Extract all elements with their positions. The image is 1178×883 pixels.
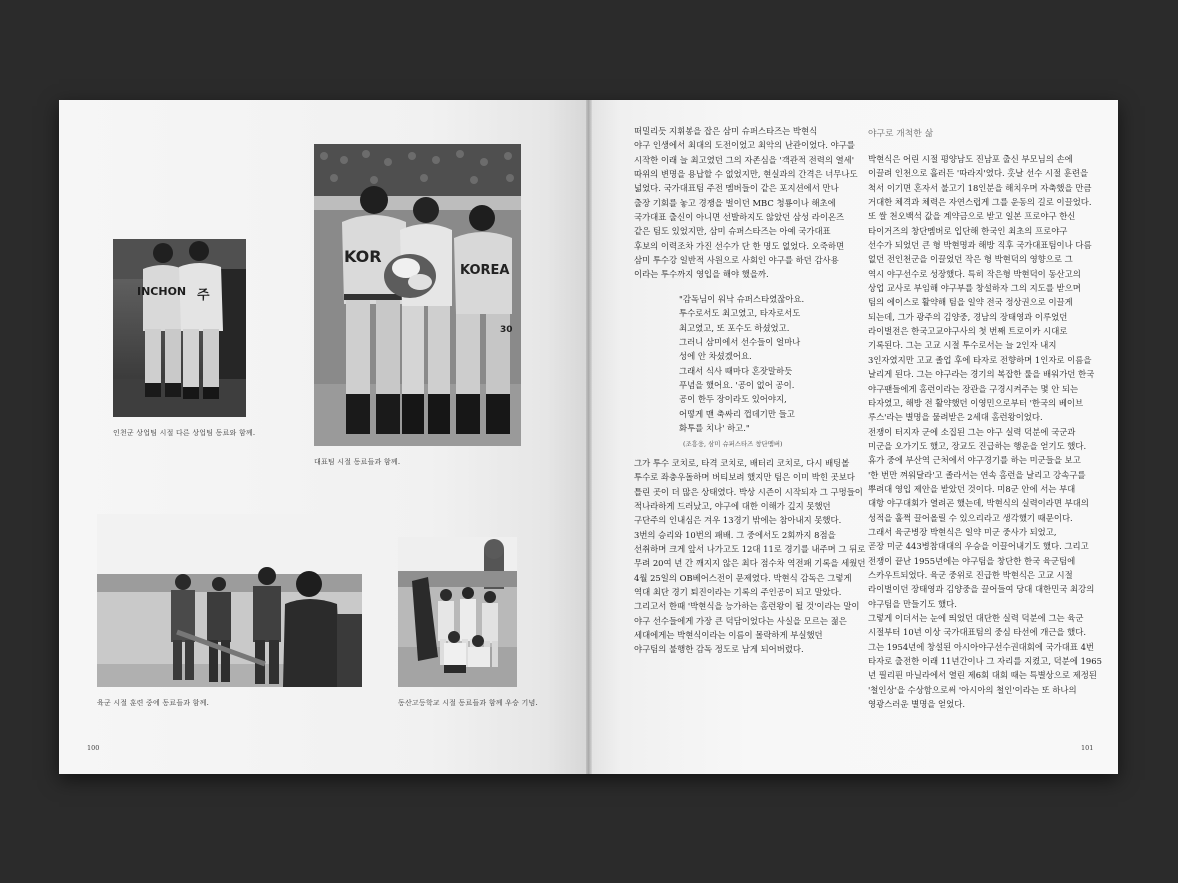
text-line: 전쟁이 터지자 군에 소집된 그는 야구 실력 덕분에 국군과: [868, 426, 1076, 437]
photo-caption: 동산고등학교 시절 동료들과 함께 우승 기념.: [398, 699, 538, 707]
quote-line: 그러니 삼미에서 선수들이 얼마나: [679, 337, 801, 348]
article-column-1-bottom: [634, 456, 865, 657]
text-line: 적나라하게 드러났고, 야구에 대한 이해가 깊지 못했던: [634, 501, 831, 512]
text-line: 출장 기회를 놓고 경쟁을 벌이던 MBC 청룡이나 해초에: [634, 197, 836, 208]
text-line: '한 번만 껴워달라'고 졸라서는 연속 홈런을 날리고 강속구를: [868, 469, 1086, 480]
text-line: 삼미 투수강 일반적 사원으로 사회인 야구를 하던 감사용: [634, 255, 839, 266]
text-line: 영광스러운 별명을 얻었다.: [868, 699, 965, 710]
spread-gutter: [586, 100, 592, 774]
text-line: 선수가 되었던 큰 형 박현명과 해방 직후 국가대표팀이나 다름: [868, 240, 1092, 251]
text-line: 타이거즈의 창단멤버로 입단해 한국인 최초의 프로야구: [868, 225, 1068, 236]
text-line: 시절부터 10년 이상 국가대표팀의 중심 타선에 개근을 했다.: [868, 627, 1087, 638]
text-line: 미군을 오가기도 했고, 장교도 진급하는 행운을 얻기도 했다.: [868, 440, 1087, 451]
text-line: 넓었다. 국가대표팀 주전 멤버들이 같은 포지션에서 만나: [634, 183, 839, 194]
quote-line: 어떻게 맨 축싸리 껍데기만 들고: [679, 408, 795, 419]
text-line: 그래서 육군병장 박현식은 일약 미군 중사가 되었고,: [868, 526, 1057, 537]
text-line: 구단주의 인내심은 겨우 13경기 밖에는 참아내지 못했다.: [634, 515, 842, 526]
text-line: 이끌려 인천으로 흘러든 '따라지'였다. 홋날 선수 시절 훈련을: [868, 168, 1089, 179]
text-line: 이라는 투수까지 영입을 해야 했을까.: [634, 269, 769, 280]
jersey-text-incheon: INCHON: [137, 285, 187, 298]
text-line: 무려 20여 년 간 깨지지 않은 최다 점수차 역전패 기록을 세웠던: [634, 558, 866, 569]
text-line: '철인상'을 수상함으로써 '아시아의 철인'이라는 또 하나의: [868, 684, 1077, 695]
text-line: 같은 팀도 있었지만, 삼미 슈퍼스타즈는 아예 국가대표: [634, 226, 831, 237]
text-line: 야구 선수들에게 가장 큰 덕담이었다는 사실을 모르는 젊은: [634, 615, 847, 626]
text-line: 틀린 곳이 더 많은 상태였다. 박상 시즌이 시작되자 그 구멍들이: [634, 486, 863, 497]
article-column-1-top: [634, 124, 858, 282]
photo-caption: 육군 시절 훈련 중에 동료들과 함께.: [97, 699, 210, 707]
text-line: 역시 야구선수로 성장했다. 특히 작은형 박현덕이 동산고의: [868, 268, 1081, 279]
text-line: 선취하며 크게 앞서 나가고도 12대 11로 경기를 내주며 그 뒤로: [634, 544, 866, 555]
page-number-right: 101: [1081, 744, 1094, 752]
jersey-text-kor: KOR: [344, 247, 382, 266]
text-line: 팀의 에이스로 활약해 팀을 일약 전국 정상권으로 이끌게: [868, 297, 1073, 308]
text-line: 박현식은 어린 시절 평양남도 진남포 출신 부모님의 손에: [868, 154, 1073, 164]
section-heading: 야구로 개척한 삶: [868, 129, 934, 139]
text-line: 년 필리핀 마닐라에서 열린 제6회 대회 때는 특별상으로 제정된: [868, 670, 1097, 681]
text-line: 따위의 변명을 용납할 수 없었지만, 현실과의 간격은 너무나도: [634, 169, 858, 180]
quote-line: 푸념을 했어요. '공이 없어 공이.: [679, 380, 795, 391]
quote-line: 공이 한두 장이라도 있어야지,: [679, 394, 787, 405]
quote-line: 그래서 식사 때마다 혼잣말하듯: [679, 365, 793, 376]
quote-line: 투수로서도 최고였고, 타자로서도: [679, 308, 801, 319]
text-line: 루스'라는 별명을 물려받은 2세대 홈런왕이었다.: [868, 412, 1043, 423]
text-line: 없던 전인천군을 이끌었던 작은 형 박현덕의 영향으로 그: [868, 254, 1073, 265]
text-line: 타자로 출전한 이래 11년간이나 그 자리를 지켰고, 덕분에 1965: [868, 656, 1102, 667]
jersey-text-ju: 주: [197, 288, 210, 303]
text-line: 대항 야구대회가 열려곤 했는데, 박현식의 실력이라면 부대의: [868, 498, 1089, 509]
quote-line: 성에 안 차셨겠어요.: [679, 351, 752, 362]
magazine-spread: [59, 100, 1118, 774]
text-line: 투수로 좌충우돌하며 버티보려 했지만 팀은 이미 박힌 곳보다: [634, 472, 855, 483]
text-line: 4월 25일의 OB베어스전이 문제였다. 박현식 감독은 그렇게: [634, 572, 852, 583]
photo-incheon-teammates: [113, 239, 246, 417]
text-line: 성적을 훌쩍 끌어올릴 수 있으리라고 생각했기 때문이다.: [868, 512, 1073, 523]
text-line: 기록된다. 그는 고교 시절 투수로서는 늘 2인자 내지: [868, 340, 1057, 351]
text-line: 그리고서 한때 '박현식을 능가하는 홈런왕이 될 것'이라는 말이: [634, 601, 860, 612]
text-line: 라이벌이던 장태영과 김양중을 끌어들여 당대 대한민국 최강의: [868, 584, 1095, 595]
photo-dongsan-highschool: [398, 537, 517, 687]
photo-caption: 인천군 상업팀 시절 다른 상업팀 동료와 함께.: [113, 429, 256, 437]
text-line: 시작한 이래 늘 최고였던 그의 자존심을 '객관적 전력의 열세': [634, 154, 855, 165]
text-line: 야구팀의 불행한 감독 정도로 남게 되어버렸다.: [634, 644, 804, 655]
pull-quote: [679, 292, 804, 452]
text-line: 스카우트되었다. 육군 중위로 진급한 박현식은 고교 시절: [868, 569, 1073, 580]
text-line: 그렇게 이더서는 눈에 띄었던 대단한 실력 덕분에 그는 육군: [868, 613, 1084, 623]
text-line: 야구팬들에게 홈런이라는 장관을 구경시켜주는 몇 안 되는: [868, 383, 1079, 394]
text-line: 되는데, 그가 광주의 김양중, 경남의 장태영과 이루었던: [868, 311, 1068, 322]
photo-caption: 대표팀 시절 동료들과 함께.: [314, 458, 401, 466]
text-line: 3인자였지만 고교 졸업 후에 타자로 전향하며 1인자로 이름을: [868, 354, 1092, 365]
text-line: 뿌려대 영입 제안을 받았던 것이다. 미8군 안에 서는 부대: [868, 483, 1076, 494]
right-page: [589, 100, 1118, 774]
text-line: 그가 투수 코치로, 타격 코치로, 배터리 코치로, 다시 배팅볼: [634, 458, 850, 468]
text-line: 라이벌전은 한국고교야구사의 첫 번째 트로이카 시대로: [868, 326, 1068, 337]
quote-line: "감독님이 워낙 슈퍼스타였잖아요.: [679, 294, 805, 304]
left-page: [59, 100, 589, 774]
text-line: 그는 1954년에 창설된 아시아야구선수권대회에 국가대표 4번: [868, 641, 1095, 652]
text-line: 날리게 된다. 그는 야구라는 경기의 복잡한 룰을 배워가던 한국: [868, 369, 1095, 380]
text-line: 타자였고, 해방 전 활약했던 이영민으로부터 '한국의 베이브: [868, 397, 1084, 408]
text-line: 3번의 승리와 10번의 패배. 그 중에서도 2회까지 8점을: [634, 529, 836, 540]
page-number-left: 100: [87, 744, 100, 752]
photo-army-training: [97, 514, 362, 687]
jersey-text-korea: KOREA: [460, 263, 510, 278]
quote-line: 화투를 치나' 하고.": [679, 423, 750, 434]
text-line: 거대한 체격과 체력은 자연스럽게 그를 운동의 길로 이끌었다.: [868, 197, 1092, 208]
text-line: 휴가 중에 부산역 근처에서 야구경기를 하는 미군들을 보고: [868, 455, 1081, 466]
text-line: 국가대표 출신이 아니면 선발하지도 않았던 삼성 라이온즈: [634, 212, 845, 223]
text-line: 떠밀리듯 지휘봉을 잡은 삼미 슈퍼스타즈는 박현식: [634, 126, 818, 136]
text-line: 야구 인생에서 최대의 도전이었고 최악의 난관이었다. 야구를: [634, 140, 855, 151]
text-line: 곧장 미군 443병참대대의 우승을 이끌어내기도 했다. 그리고: [868, 541, 1089, 552]
quote-line: 최고였고, 또 포수도 하셨었고.: [679, 322, 790, 333]
quote-source: (조흥웅, 삼미 슈퍼스타즈 창단멤버): [683, 440, 783, 449]
photo-national-team: [314, 144, 521, 446]
text-line: 전쟁이 끝난 1955년에는 야구팀을 창단한 한국 육군팀에: [868, 555, 1076, 566]
text-line: 상업 교사로 부임해 야구부를 창설하자 그의 지도를 받으며: [868, 283, 1081, 294]
text-line: 또 쌀 천오백석 값을 계약금으로 받고 일본 프로야구 한신: [868, 211, 1076, 222]
uniform-number: 30: [500, 325, 513, 335]
text-line: 후보의 이력조차 가진 선수가 단 한 명도 없었다. 오죽하면: [634, 240, 845, 251]
text-line: 세대에게는 박현식이라는 이름이 몰락하게 부실했던: [634, 630, 823, 641]
text-line: 야구팀을 만들기도 했다.: [868, 598, 957, 609]
text-line: 역대 최단 경기 퇴진이라는 기록의 주인공이 되고 말았다.: [634, 587, 842, 598]
text-line: 척서 이기면 혼자서 불고기 18인분을 해치우며 자축했을 만큼: [868, 182, 1092, 193]
article-column-2: [868, 152, 1102, 711]
